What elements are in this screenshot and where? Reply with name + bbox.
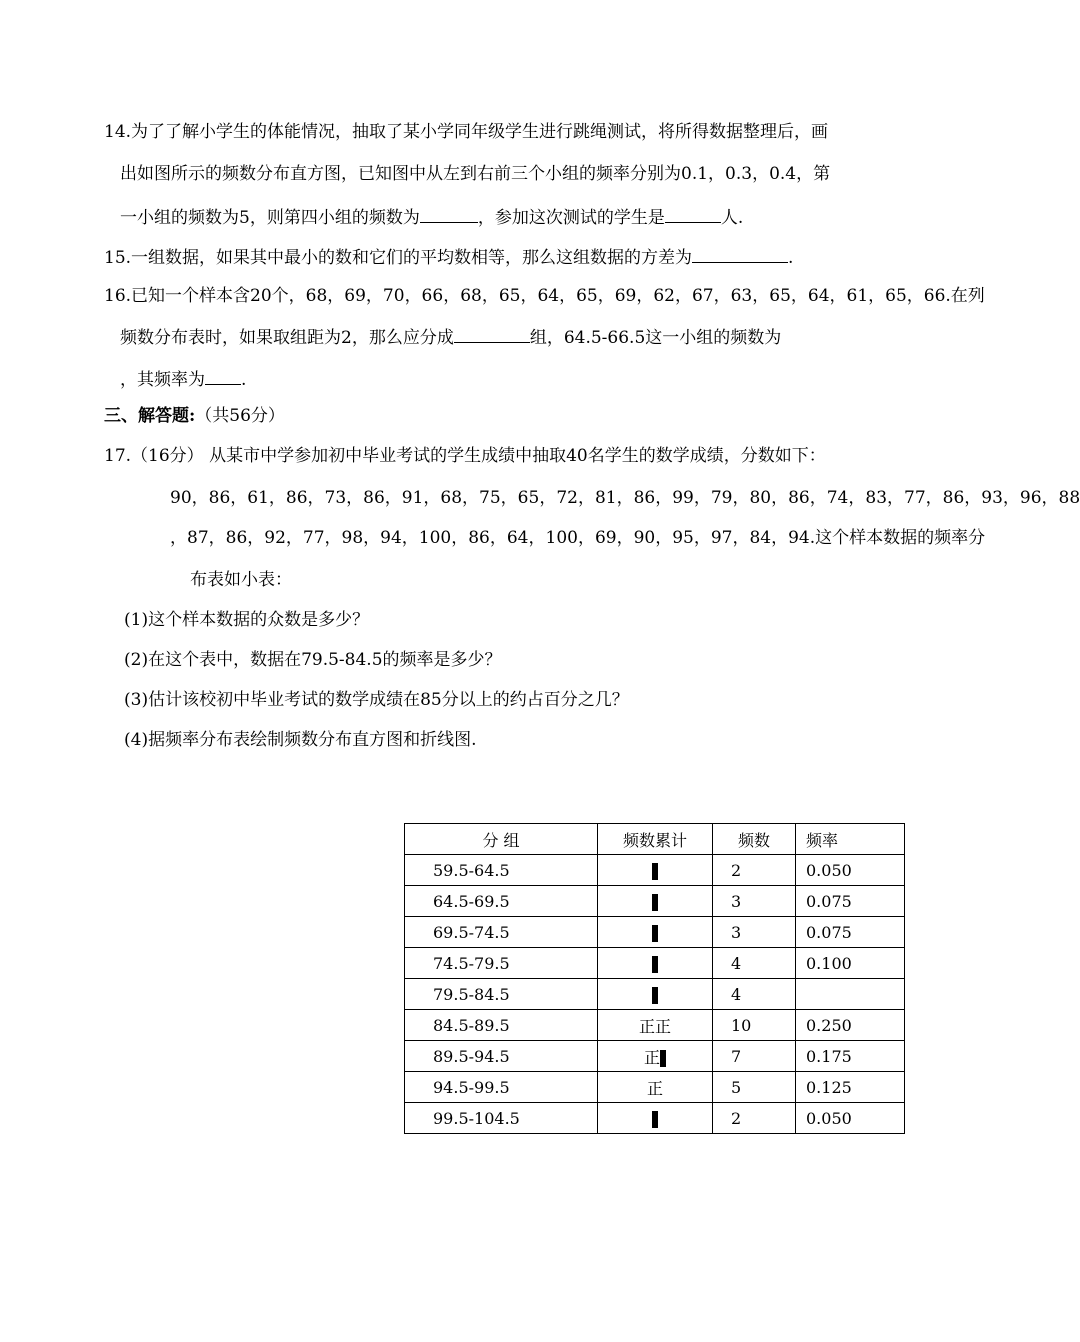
q15-end: . <box>788 248 794 268</box>
q16-line3-text-b: . <box>241 370 247 390</box>
table-row <box>405 1010 905 1041</box>
answer-blank[interactable] <box>420 204 478 223</box>
table-row <box>405 855 905 886</box>
q14-line2: 出如图所示的频数分布直方图，已知图中从左到右前三个小组的频率分别为0.1，0.3，0.4，第 <box>120 164 831 184</box>
q17-sub1: (1)这个样本数据的众数是多少？ <box>124 610 370 630</box>
frequency-table <box>404 823 905 1134</box>
cell-tally <box>598 1010 713 1041</box>
q15-line <box>104 244 793 270</box>
tally-text: 正 <box>643 1047 660 1067</box>
q14-line1: 14.为了了解小学生的体能情况，抽取了某小学同年级学生进行跳绳测试，将所得数据整理后，画 <box>104 122 829 142</box>
cell-frequency: 0.075 <box>796 886 905 917</box>
table-row <box>405 948 905 979</box>
tally-mark-icon <box>660 1050 666 1067</box>
cell-count: 10 <box>713 1010 796 1041</box>
cell-group: 74.5-79.5 <box>405 948 598 979</box>
tally-mark-icon <box>652 956 658 973</box>
section-title: 三、解答题: <box>104 406 196 426</box>
cell-tally <box>598 948 713 979</box>
cell-tally <box>598 1072 713 1103</box>
cell-group: 59.5-64.5 <box>405 855 598 886</box>
q15-text: 15.一组数据，如果其中最小的数和它们的平均数相等，那么这组数据的方差为 <box>104 248 693 268</box>
cell-frequency: 0.175 <box>796 1041 905 1072</box>
cell-count: 2 <box>713 855 796 886</box>
q17-intro: 17.（16分） 从某市中学参加初中毕业考试的学生成绩中抽取40名学生的数学成绩，分数如下： <box>104 446 826 466</box>
q17-sub3: (3)估计该校初中毕业考试的数学成绩在85分以上的约占百分之几？ <box>124 690 629 710</box>
q14-line3 <box>120 204 743 230</box>
cell-count: 5 <box>713 1072 796 1103</box>
table-header-row <box>405 824 905 855</box>
cell-group: 99.5-104.5 <box>405 1103 598 1134</box>
header-frequency: 频率 <box>796 824 905 855</box>
section-score: （共56分） <box>195 406 285 426</box>
q17-sub2: (2)在这个表中，数据在79.5-84.5的频率是多少？ <box>124 650 502 670</box>
answer-blank[interactable] <box>692 244 788 263</box>
answer-blank[interactable] <box>205 366 241 385</box>
header-count: 频数 <box>713 824 796 855</box>
cell-group: 69.5-74.5 <box>405 917 598 948</box>
q16-line2 <box>120 324 781 350</box>
table-row <box>405 1072 905 1103</box>
q17-sub4: (4)据频率分布表绘制频数分布直方图和折线图. <box>124 730 477 750</box>
table-row <box>405 886 905 917</box>
q17-data-line2: ，87，86，92，77，98，94，100，86，64，100，69，90，95，97，84，94.这个样本数据的频率分 <box>170 528 986 548</box>
q17-data-line1: 90，86，61，86，73，86，91，68，75，65，72，81，86，99，79，80，86，74，83，77，86，93，96，88 <box>170 488 1080 508</box>
q16-line2-text-b: 组，64.5-66.5这一小组的频数为 <box>529 328 782 348</box>
q14-line3-text-c: 人. <box>720 208 744 228</box>
header-group: 分 组 <box>405 824 598 855</box>
cell-frequency: 0.050 <box>796 855 905 886</box>
cell-tally <box>598 855 713 886</box>
cell-tally <box>598 979 713 1010</box>
cell-frequency: 0.050 <box>796 1103 905 1134</box>
tally-mark-icon <box>652 925 658 942</box>
cell-group: 89.5-94.5 <box>405 1041 598 1072</box>
cell-group: 79.5-84.5 <box>405 979 598 1010</box>
cell-frequency: 0.075 <box>796 917 905 948</box>
cell-count: 4 <box>713 948 796 979</box>
q16-line2-text-a: 频数分布表时，如果取组距为2，那么应分成 <box>120 328 454 348</box>
section-heading <box>104 404 285 428</box>
cell-tally <box>598 917 713 948</box>
answer-blank[interactable] <box>454 324 530 343</box>
cell-tally <box>598 1041 713 1072</box>
tally-mark-icon <box>652 894 658 911</box>
cell-tally <box>598 886 713 917</box>
q14-line3-text-a: 一小组的频数为5，则第四小组的频数为 <box>120 208 420 228</box>
tally-text: 正正 <box>638 1016 671 1036</box>
cell-frequency: 0.125 <box>796 1072 905 1103</box>
tally-mark-icon <box>652 987 658 1004</box>
header-tally: 频数累计 <box>598 824 713 855</box>
cell-frequency <box>796 979 905 1010</box>
tally-mark-icon <box>652 1111 658 1128</box>
answer-blank[interactable] <box>665 204 721 223</box>
q16-line3-text-a: ，其频率为 <box>120 370 205 390</box>
table-row <box>405 1041 905 1072</box>
cell-frequency: 0.250 <box>796 1010 905 1041</box>
q16-line3 <box>120 366 246 392</box>
q16-line1: 16.已知一个样本含20个，68，69，70，66，68，65，64，65，69，62，67，63，65，64，61，65，66.在列 <box>104 286 985 306</box>
cell-tally <box>598 1103 713 1134</box>
table-row <box>405 979 905 1010</box>
tally-text: 正 <box>646 1078 663 1098</box>
cell-count: 3 <box>713 886 796 917</box>
table-row <box>405 917 905 948</box>
cell-group: 94.5-99.5 <box>405 1072 598 1103</box>
q17-data-line3: 布表如小表： <box>190 570 292 590</box>
cell-count: 2 <box>713 1103 796 1134</box>
cell-frequency: 0.100 <box>796 948 905 979</box>
cell-count: 3 <box>713 917 796 948</box>
cell-group: 84.5-89.5 <box>405 1010 598 1041</box>
cell-count: 7 <box>713 1041 796 1072</box>
q14-line3-text-b: ，参加这次测试的学生是 <box>477 208 665 228</box>
cell-group: 64.5-69.5 <box>405 886 598 917</box>
tally-mark-icon <box>652 863 658 880</box>
cell-count: 4 <box>713 979 796 1010</box>
table-row <box>405 1103 905 1134</box>
